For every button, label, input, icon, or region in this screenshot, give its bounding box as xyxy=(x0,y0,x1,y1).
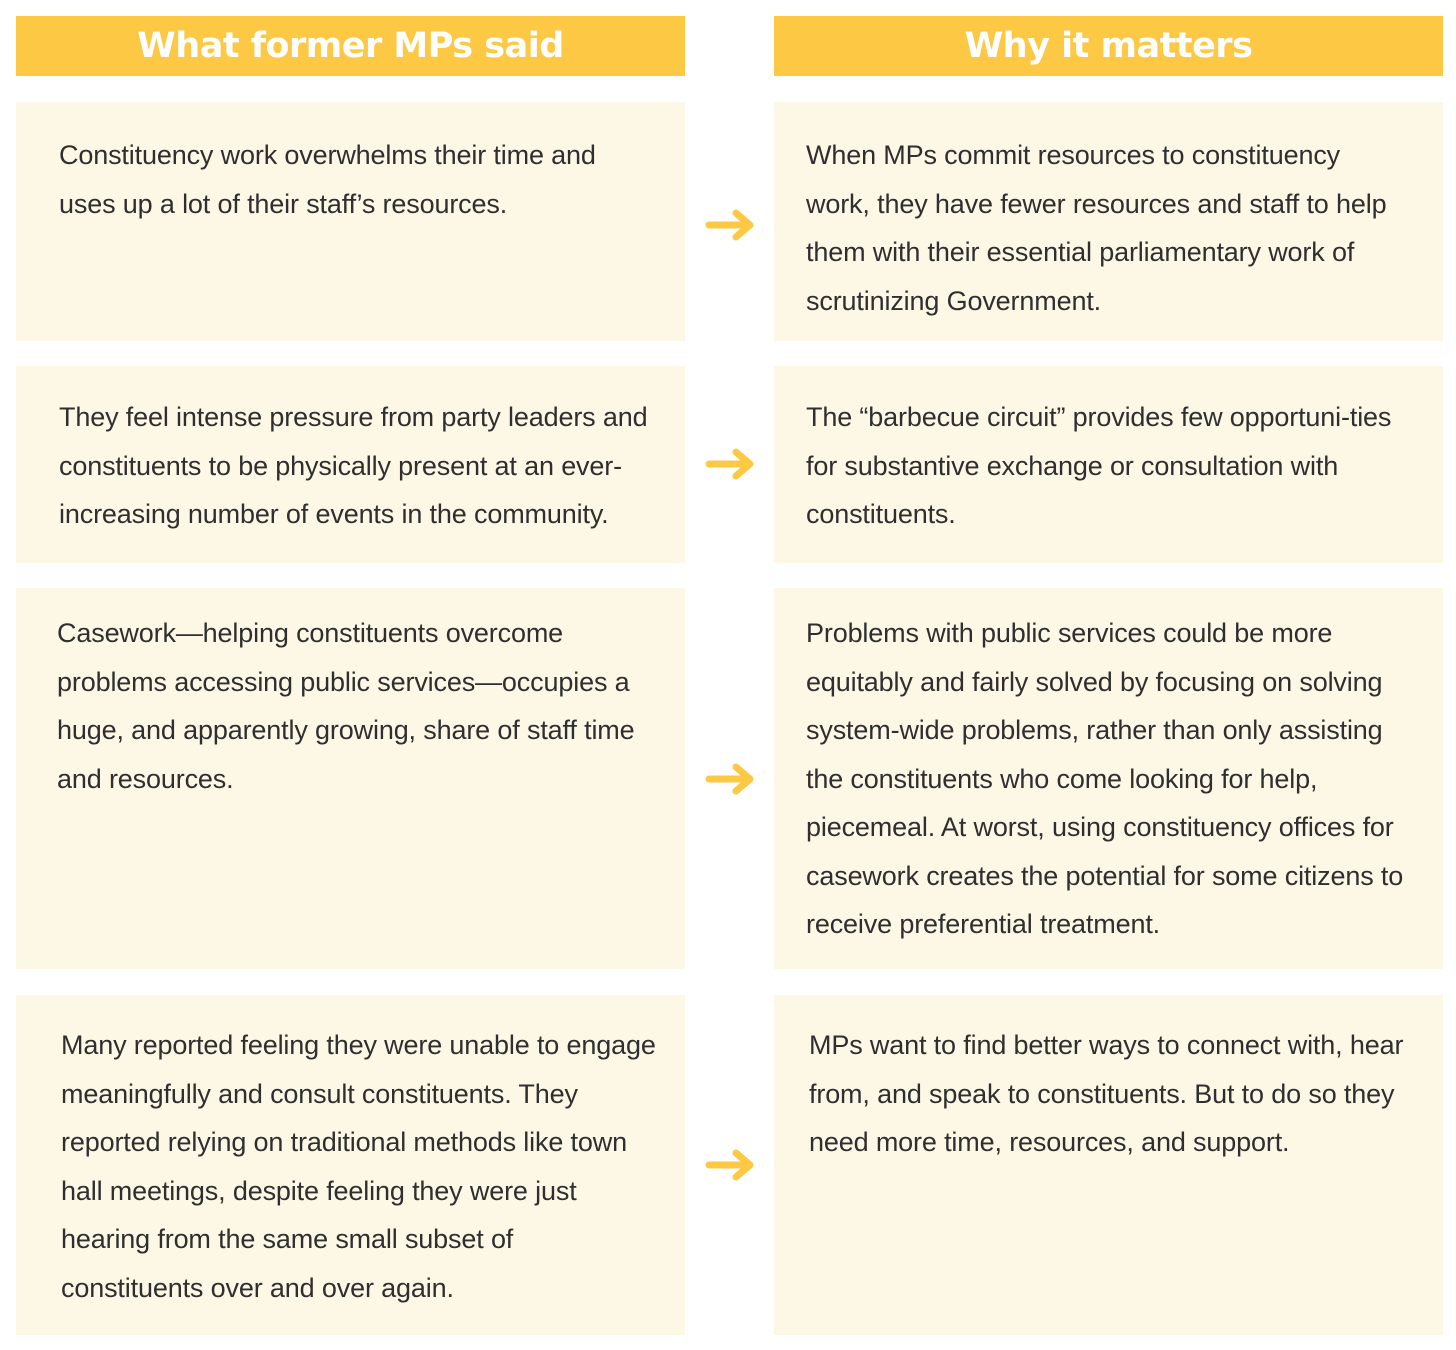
arrow-right-icon xyxy=(705,447,757,481)
arrow-right-icon xyxy=(705,208,757,242)
arrow-right-icon xyxy=(705,762,757,796)
matters-text: Problems with public services could be more equitably and fairly solved by focusing on solving system-wide problems, rather than only assisting the constituents who come looking for help, piecemeal. At worst, using constituency offices for casework creates the potential for some citizens to receive preferential treatment. xyxy=(806,618,1404,939)
matters-card xyxy=(774,102,1443,341)
row-physical-presence xyxy=(0,366,1456,563)
said-card xyxy=(16,366,685,563)
matters-card xyxy=(774,995,1443,1335)
row-consultation xyxy=(0,995,1456,1335)
arrow-right-icon xyxy=(705,447,757,481)
arrow-right-icon xyxy=(705,1148,757,1182)
arrow-right-icon xyxy=(705,208,757,242)
said-text: Constituency work overwhelms their time and uses up a lot of their staff’s resources. xyxy=(59,140,596,219)
row-casework xyxy=(0,588,1456,969)
matters-text: The “barbecue circuit” provides few opportuni-ties for substantive exchange or consultation with constituents. xyxy=(806,402,1392,529)
matters-text: MPs want to find better ways to connect with, hear from, and speak to constituents. But to do so they need more time, resources, and support. xyxy=(809,1030,1404,1157)
said-text: Many reported feeling they were unable to engage meaningfully and consult constituents. They reported relying on traditional methods like town hall meetings, despite feeling they were just hearing from the same small subset of constituents over and over again. xyxy=(61,1030,656,1303)
said-text: Casework—helping constituents overcome problems accessing public services—occupies a huge, and apparently growing, share of staff time and resources. xyxy=(57,618,635,794)
said-text: They feel intense pressure from party leaders and constituents to be physically present at an ever-increasing number of events in the community. xyxy=(59,402,648,529)
said-card xyxy=(16,588,685,969)
row-constituency-work xyxy=(0,102,1456,341)
header-what-former-mps-said: What former MPs said xyxy=(16,16,685,76)
said-card xyxy=(16,995,685,1335)
said-card xyxy=(16,102,685,341)
arrow-right-icon xyxy=(705,1148,757,1182)
header-why-it-matters: Why it matters xyxy=(774,16,1443,76)
matters-card xyxy=(774,588,1443,969)
matters-text: When MPs commit resources to constituency work, they have fewer resources and staff to help them with their essential parliamentary work of scrutinizing Government. xyxy=(806,140,1387,316)
matters-card xyxy=(774,366,1443,563)
arrow-right-icon xyxy=(705,762,757,796)
